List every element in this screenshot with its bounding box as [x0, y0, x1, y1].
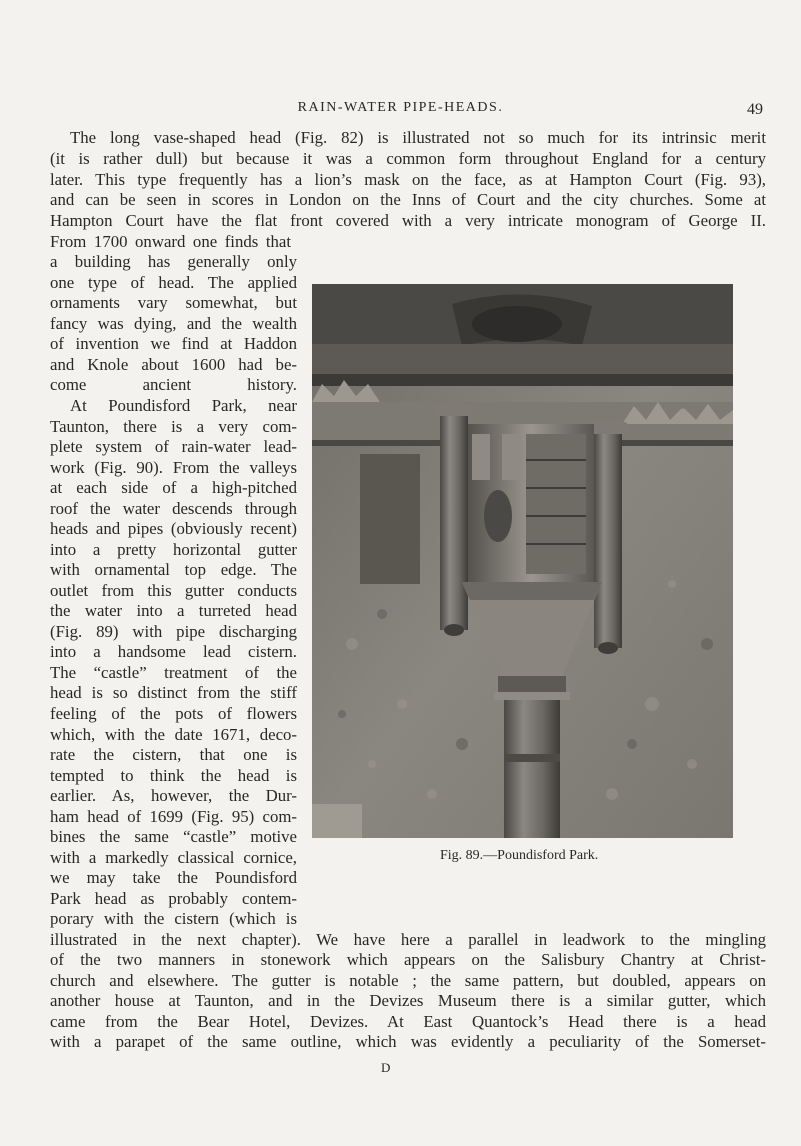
running-head: RAIN-WATER PIPE-HEADS. [297, 100, 504, 115]
text-line: with ornamental top edge. The [50, 560, 297, 579]
text-line: plete system of rain-water lead- [50, 437, 297, 456]
text-line: porary with the cistern (which is [50, 909, 297, 928]
text-line: head is so distinct from the stiff [50, 683, 297, 702]
text-line: The “castle” treatment of the [50, 663, 297, 682]
text-line: ham head of 1699 (Fig. 95) com- [50, 807, 297, 826]
text-line: Taunton, there is a very com- [50, 417, 297, 436]
signature-mark: D [381, 1060, 391, 1075]
text-line: fancy was dying, and the wealth [50, 314, 297, 333]
text-line: feeling of the pots of flowers [50, 704, 297, 723]
page-number: 49 [747, 101, 763, 118]
text-line: a building has generally only [50, 252, 297, 271]
text-line: (it is rather dull) but because it was a common form throughout England for a century [50, 149, 766, 168]
text-line: From 1700 onward one finds that [50, 232, 291, 251]
text-line: come ancient history. [50, 375, 297, 394]
text-line: one type of head. The applied [50, 273, 297, 292]
text-line: with a markedly classical cornice, [50, 848, 297, 867]
text-line: The long vase-shaped head (Fig. 82) is illustrated not so much for its intrinsic merit [70, 128, 766, 147]
text-line: work (Fig. 90). From the valleys [50, 458, 297, 477]
text-line: at each side of a high-pitched [50, 478, 297, 497]
text-line: At Poundisford Park, near [70, 396, 297, 415]
text-line: (Fig. 89) with pipe discharging [50, 622, 297, 641]
text-line: the water into a turreted head [50, 601, 297, 620]
text-line: into a pretty horizontal gutter [50, 540, 297, 559]
text-line: which, with the date 1671, deco- [50, 725, 297, 744]
text-line: we may take the Poundisford [50, 868, 297, 887]
text-line: earlier. As, however, the Dur- [50, 786, 297, 805]
text-line: of the two manners in stonework which appears on the Salisbury Chantry at Christ- [50, 950, 766, 969]
text-line: came from the Bear Hotel, Devizes. At East Quantock’s Head there is a head [50, 1012, 766, 1031]
text-line: ornaments vary somewhat, but [50, 293, 297, 312]
text-line: roof the water descends through [50, 499, 297, 518]
text-line: bines the same “castle” motive [50, 827, 297, 846]
text-line: and can be seen in scores in London on the Inns of Court and the city churches. Some at [50, 190, 766, 209]
text-line: into a handsome lead cistern. [50, 642, 297, 661]
text-line: Hampton Court have the flat front covered with a very intricate monogram of George II. [50, 211, 766, 230]
text-line: tempted to think the head is [50, 766, 297, 785]
text-line: heads and pipes (obviously recent) [50, 519, 297, 538]
figure-caption: Fig. 89.—Poundisford Park. [440, 848, 599, 863]
text-line: church and elsewhere. The gutter is notable ; the same pattern, but doubled, appears on [50, 971, 766, 990]
text-line: and Knole about 1600 had be- [50, 355, 297, 374]
text-line: another house at Taunton, and in the Devizes Museum there is a similar gutter, which [50, 991, 766, 1010]
text-line: Park head as probably contem- [50, 889, 297, 908]
figure-photo [312, 284, 733, 838]
text-line: illustrated in the next chapter). We have here a parallel in leadwork to the mingling [50, 930, 766, 949]
text-line: later. This type frequently has a lion’s mask on the face, as at Hampton Court (Fig. 93), [50, 170, 766, 189]
text-line: of invention we find at Haddon [50, 334, 297, 353]
text-line: outlet from this gutter conducts [50, 581, 297, 600]
text-line: with a parapet of the same outline, which was evidently a peculiarity of the Somerset- [50, 1032, 766, 1051]
text-line: rate the cistern, that one is [50, 745, 297, 764]
